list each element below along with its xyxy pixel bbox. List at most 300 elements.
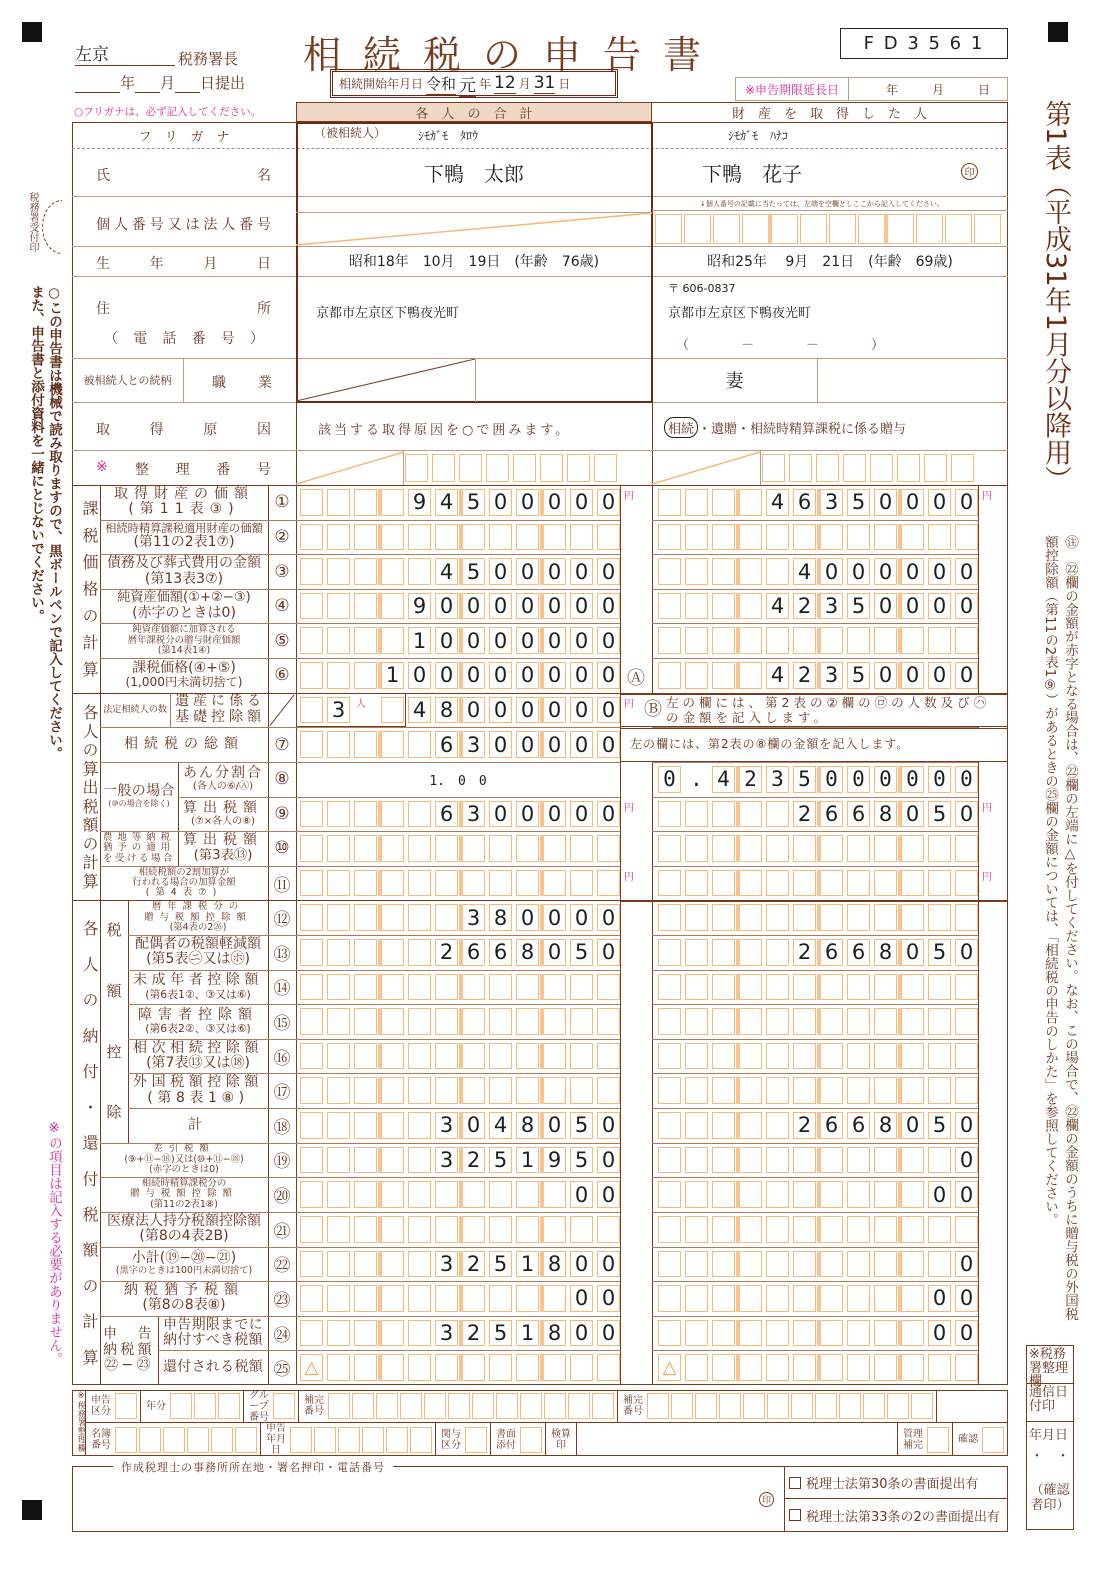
digit-box[interactable]	[354, 1077, 377, 1104]
digit-box[interactable]	[712, 1147, 735, 1174]
digit-box[interactable]	[901, 974, 924, 1001]
digit-box[interactable]	[793, 1320, 816, 1347]
digit-box[interactable]	[658, 524, 681, 551]
digit-box[interactable]	[327, 1008, 350, 1035]
digit-box[interactable]	[381, 1043, 404, 1070]
digit-box[interactable]	[712, 835, 735, 862]
digit-box[interactable]	[381, 1216, 404, 1243]
digit-box[interactable]	[820, 1354, 843, 1381]
digit-box[interactable]	[874, 1251, 897, 1278]
digit-box[interactable]	[543, 870, 566, 897]
digit-box[interactable]	[820, 1320, 843, 1347]
digit-box[interactable]	[381, 558, 404, 585]
digit-box[interactable]	[327, 1251, 350, 1278]
digit-box[interactable]	[901, 835, 924, 862]
digit-box[interactable]	[381, 697, 404, 724]
digit-box[interactable]	[766, 870, 789, 897]
digit-box[interactable]	[408, 904, 431, 931]
heir-name[interactable]: 下鴨 花子	[702, 161, 802, 186]
digit-box[interactable]	[901, 904, 924, 931]
office-field[interactable]	[141, 1390, 244, 1422]
office-field[interactable]	[86, 1423, 261, 1456]
digit-box[interactable]	[685, 904, 708, 931]
office-field[interactable]	[618, 1390, 937, 1422]
digit-box[interactable]	[435, 974, 458, 1001]
office-digit-box[interactable]	[424, 1393, 446, 1419]
digit-box[interactable]	[435, 524, 458, 551]
office-digit-box[interactable]	[376, 1393, 398, 1419]
digit-box[interactable]	[874, 1147, 897, 1174]
digit-box[interactable]	[820, 1181, 843, 1208]
digit-box[interactable]	[489, 524, 512, 551]
digit-box[interactable]	[327, 1181, 350, 1208]
digit-box[interactable]	[793, 904, 816, 931]
digit-box[interactable]	[793, 1285, 816, 1312]
digit-box[interactable]	[327, 627, 350, 654]
digit-box[interactable]	[874, 835, 897, 862]
heir-postal-code[interactable]: 〒 606-0837	[668, 282, 736, 295]
digit-box[interactable]	[381, 1251, 404, 1278]
digit-box[interactable]	[354, 1008, 377, 1035]
digit-box[interactable]	[570, 1008, 593, 1035]
digit-box[interactable]	[354, 1147, 377, 1174]
digit-box[interactable]	[543, 1043, 566, 1070]
digit-box[interactable]	[327, 731, 350, 758]
digit-box[interactable]	[462, 1008, 485, 1035]
digit-box[interactable]	[766, 974, 789, 1001]
digit-box[interactable]	[820, 904, 843, 931]
digit-box[interactable]	[658, 558, 681, 585]
office-digit-box[interactable]	[544, 1393, 566, 1419]
digit-box[interactable]	[300, 558, 323, 585]
digit-box[interactable]	[435, 1216, 458, 1243]
digit-box[interactable]	[354, 1285, 377, 1312]
digit-box[interactable]	[435, 904, 458, 931]
digit-box[interactable]	[408, 1147, 431, 1174]
digit-box[interactable]	[327, 1216, 350, 1243]
digit-box[interactable]	[300, 801, 323, 828]
digit-box[interactable]	[874, 1320, 897, 1347]
digit-box[interactable]	[793, 627, 816, 654]
digit-box[interactable]	[928, 1216, 951, 1243]
digit-box[interactable]	[327, 1112, 350, 1139]
office-digit-box[interactable]	[743, 1393, 765, 1419]
digit-box[interactable]	[570, 524, 593, 551]
digit-box[interactable]	[766, 1354, 789, 1381]
digit-box[interactable]	[928, 835, 951, 862]
digit-box[interactable]	[847, 524, 870, 551]
office-digit-box[interactable]	[671, 1393, 693, 1419]
digit-box[interactable]	[901, 627, 924, 654]
digit-box[interactable]	[739, 1181, 762, 1208]
office-digit-box[interactable]	[472, 1393, 494, 1419]
digit-box[interactable]	[820, 1008, 843, 1035]
digit-box[interactable]	[901, 524, 924, 551]
digit-box[interactable]	[685, 1285, 708, 1312]
office-digit-box[interactable]	[568, 1393, 590, 1419]
digit-box[interactable]	[739, 593, 762, 620]
digit-box[interactable]	[354, 1043, 377, 1070]
digit-box[interactable]	[820, 1216, 843, 1243]
digit-box[interactable]	[739, 1043, 762, 1070]
digit-box[interactable]	[354, 627, 377, 654]
digit-box[interactable]	[712, 1112, 735, 1139]
digit-box[interactable]	[712, 1181, 735, 1208]
digit-box[interactable]	[712, 870, 735, 897]
digit-box[interactable]	[300, 974, 323, 1001]
digit-box[interactable]	[739, 801, 762, 828]
digit-box[interactable]	[820, 627, 843, 654]
digit-box[interactable]	[928, 870, 951, 897]
digit-box[interactable]	[658, 974, 681, 1001]
digit-box[interactable]	[928, 1147, 951, 1174]
digit-box[interactable]	[597, 835, 620, 862]
digit-box[interactable]	[712, 1251, 735, 1278]
digit-box[interactable]	[874, 627, 897, 654]
heir-address[interactable]: 京都市左京区下鴨夜光町	[668, 306, 812, 321]
digit-box[interactable]	[327, 1043, 350, 1070]
digit-box[interactable]	[489, 870, 512, 897]
digit-box[interactable]	[300, 662, 323, 689]
digit-box[interactable]	[327, 558, 350, 585]
digit-box[interactable]	[543, 1354, 566, 1381]
digit-box[interactable]	[658, 835, 681, 862]
digit-box[interactable]	[766, 1043, 789, 1070]
digit-box[interactable]	[766, 801, 789, 828]
digit-box[interactable]	[408, 870, 431, 897]
digit-box[interactable]	[793, 974, 816, 1001]
digit-box[interactable]	[658, 627, 681, 654]
digit-box[interactable]	[712, 1008, 735, 1035]
digit-box[interactable]	[381, 1077, 404, 1104]
digit-box[interactable]	[462, 1181, 485, 1208]
office-digit-box[interactable]	[328, 1393, 350, 1419]
digit-box[interactable]	[901, 1043, 924, 1070]
digit-box[interactable]	[847, 835, 870, 862]
digit-box[interactable]	[685, 1181, 708, 1208]
digit-box[interactable]	[820, 870, 843, 897]
digit-box[interactable]	[327, 1077, 350, 1104]
digit-box[interactable]	[354, 731, 377, 758]
digit-box[interactable]	[820, 524, 843, 551]
office-digit-box[interactable]	[362, 1427, 384, 1453]
office-digit-box[interactable]	[982, 1427, 1004, 1453]
digit-box[interactable]	[300, 489, 323, 516]
digit-box[interactable]	[300, 1216, 323, 1243]
digit-box[interactable]	[766, 835, 789, 862]
digit-box[interactable]	[381, 1181, 404, 1208]
digit-box[interactable]	[300, 1320, 323, 1347]
digit-box[interactable]	[381, 627, 404, 654]
office-digit-box[interactable]	[211, 1427, 233, 1453]
digit-box[interactable]	[793, 1354, 816, 1381]
digit-box[interactable]	[435, 1181, 458, 1208]
digit-box[interactable]	[712, 904, 735, 931]
digit-box[interactable]	[901, 1216, 924, 1243]
digit-box[interactable]	[955, 1077, 978, 1104]
digit-box[interactable]	[739, 939, 762, 966]
digit-box[interactable]	[739, 1112, 762, 1139]
digit-box[interactable]	[712, 1043, 735, 1070]
digit-box[interactable]	[793, 1077, 816, 1104]
digit-box[interactable]	[300, 731, 323, 758]
digit-box[interactable]	[597, 1043, 620, 1070]
office-digit-box[interactable]	[163, 1427, 185, 1453]
digit-box[interactable]	[381, 524, 404, 551]
digit-box[interactable]	[955, 1043, 978, 1070]
office-digit-box[interactable]	[218, 1393, 240, 1419]
digit-box[interactable]	[955, 1354, 978, 1381]
heir-phone[interactable]: （ － － ）	[676, 338, 885, 353]
digit-box[interactable]	[685, 558, 708, 585]
digit-box[interactable]	[793, 835, 816, 862]
article-33-checkbox-row[interactable]	[785, 1499, 1008, 1531]
digit-box[interactable]	[739, 558, 762, 585]
digit-box[interactable]	[381, 1147, 404, 1174]
office-digit-box[interactable]	[520, 1427, 542, 1453]
digit-box[interactable]	[327, 870, 350, 897]
digit-box[interactable]	[874, 1043, 897, 1070]
office-field[interactable]	[953, 1423, 1008, 1456]
digit-box[interactable]	[462, 524, 485, 551]
checkbox[interactable]	[789, 1477, 801, 1489]
digit-box[interactable]	[739, 1077, 762, 1104]
digit-box[interactable]	[685, 1320, 708, 1347]
digit-box[interactable]	[712, 1354, 735, 1381]
digit-box[interactable]	[381, 939, 404, 966]
office-digit-box[interactable]	[410, 1427, 432, 1453]
digit-box[interactable]	[354, 1112, 377, 1139]
digit-box[interactable]	[793, 1147, 816, 1174]
digit-box[interactable]	[300, 904, 323, 931]
digit-box[interactable]	[408, 1216, 431, 1243]
digit-box[interactable]	[793, 1181, 816, 1208]
digit-box[interactable]	[489, 974, 512, 1001]
digit-box[interactable]	[847, 1147, 870, 1174]
digit-box[interactable]	[739, 835, 762, 862]
digit-box[interactable]	[658, 489, 681, 516]
digit-box[interactable]	[408, 524, 431, 551]
digit-box[interactable]	[820, 835, 843, 862]
office-digit-box[interactable]	[115, 1427, 137, 1453]
digit-box[interactable]	[408, 1354, 431, 1381]
digit-box[interactable]	[354, 1251, 377, 1278]
digit-box[interactable]	[928, 1008, 951, 1035]
office-digit-box[interactable]	[791, 1393, 813, 1419]
digit-box[interactable]	[874, 1354, 897, 1381]
digit-box[interactable]	[793, 524, 816, 551]
digit-box[interactable]	[739, 627, 762, 654]
digit-box[interactable]	[462, 835, 485, 862]
office-digit-box[interactable]	[592, 1393, 614, 1419]
digit-box[interactable]	[516, 1354, 539, 1381]
office-digit-box[interactable]	[448, 1393, 470, 1419]
office-digit-box[interactable]	[400, 1393, 422, 1419]
decedent-furigana[interactable]: ｼﾓｶﾞﾓ ﾀﾛｳ	[418, 129, 479, 143]
digit-box[interactable]	[597, 1216, 620, 1243]
office-field[interactable]	[299, 1390, 618, 1422]
digit-box[interactable]	[847, 1251, 870, 1278]
digit-box[interactable]	[847, 1043, 870, 1070]
digit-box[interactable]	[327, 835, 350, 862]
digit-box[interactable]	[685, 870, 708, 897]
digit-box[interactable]	[300, 1147, 323, 1174]
digit-box[interactable]	[658, 1285, 681, 1312]
digit-box[interactable]	[327, 939, 350, 966]
office-digit-box[interactable]	[273, 1393, 295, 1419]
digit-box[interactable]	[685, 1216, 708, 1243]
digit-box[interactable]	[354, 835, 377, 862]
digit-box[interactable]	[462, 1285, 485, 1312]
digit-box[interactable]	[739, 870, 762, 897]
digit-box[interactable]	[739, 1147, 762, 1174]
digit-box[interactable]	[712, 939, 735, 966]
digit-box[interactable]	[408, 1077, 431, 1104]
digit-box[interactable]	[381, 1112, 404, 1139]
office-digit-box[interactable]	[352, 1393, 374, 1419]
digit-box[interactable]	[543, 1216, 566, 1243]
digit-box[interactable]	[381, 1285, 404, 1312]
digit-box[interactable]	[685, 974, 708, 1001]
digit-box[interactable]	[955, 904, 978, 931]
digit-box[interactable]	[766, 524, 789, 551]
digit-box[interactable]	[300, 627, 323, 654]
office-digit-box[interactable]	[767, 1393, 789, 1419]
office-digit-box[interactable]	[187, 1427, 209, 1453]
digit-box[interactable]	[685, 489, 708, 516]
digit-box[interactable]	[658, 801, 681, 828]
digit-box[interactable]	[658, 870, 681, 897]
digit-box[interactable]	[300, 1112, 323, 1139]
digit-box[interactable]	[597, 974, 620, 1001]
digit-box[interactable]	[685, 1147, 708, 1174]
office-digit-box[interactable]	[496, 1393, 518, 1419]
digit-box[interactable]	[408, 1112, 431, 1139]
digit-box[interactable]	[489, 1077, 512, 1104]
digit-box[interactable]	[300, 1077, 323, 1104]
digit-box[interactable]	[712, 1216, 735, 1243]
digit-box[interactable]	[820, 1043, 843, 1070]
digit-box[interactable]	[570, 1354, 593, 1381]
digit-box[interactable]	[408, 1008, 431, 1035]
digit-box[interactable]	[408, 974, 431, 1001]
digit-box[interactable]	[712, 974, 735, 1001]
digit-box[interactable]	[874, 1181, 897, 1208]
office-digit-box[interactable]	[290, 1427, 312, 1453]
heir-count[interactable]: 3	[331, 697, 346, 722]
digit-box[interactable]	[327, 1320, 350, 1347]
digit-box[interactable]	[354, 524, 377, 551]
digit-box[interactable]	[408, 1320, 431, 1347]
digit-box[interactable]	[847, 974, 870, 1001]
digit-box[interactable]	[685, 593, 708, 620]
digit-box[interactable]	[435, 835, 458, 862]
digit-box[interactable]	[874, 1077, 897, 1104]
digit-box[interactable]	[516, 1008, 539, 1035]
digit-box[interactable]	[543, 1008, 566, 1035]
decedent-name[interactable]: 下鴨 太郎	[424, 161, 524, 186]
digit-box[interactable]	[820, 1251, 843, 1278]
digit-box[interactable]	[408, 1251, 431, 1278]
digit-box[interactable]	[597, 1077, 620, 1104]
office-digit-box[interactable]	[719, 1393, 741, 1419]
digit-box[interactable]	[766, 939, 789, 966]
digit-box[interactable]	[901, 1251, 924, 1278]
digit-box[interactable]	[381, 593, 404, 620]
digit-box[interactable]	[516, 1077, 539, 1104]
digit-box[interactable]	[489, 1216, 512, 1243]
digit-box[interactable]	[658, 1216, 681, 1243]
digit-box[interactable]	[658, 904, 681, 931]
digit-box[interactable]	[955, 1008, 978, 1035]
digit-box[interactable]	[766, 904, 789, 931]
digit-box[interactable]	[435, 870, 458, 897]
digit-box[interactable]	[712, 524, 735, 551]
digit-box[interactable]	[300, 593, 323, 620]
digit-box[interactable]	[658, 662, 681, 689]
digit-box[interactable]	[435, 1043, 458, 1070]
office-field[interactable]	[244, 1390, 299, 1422]
decedent-birthdate[interactable]: 昭和18年 10月 19日 (年齢 76歳)	[348, 254, 600, 270]
digit-box[interactable]	[658, 939, 681, 966]
digit-box[interactable]	[874, 1008, 897, 1035]
digit-box[interactable]	[354, 1181, 377, 1208]
office-digit-box[interactable]	[815, 1393, 837, 1419]
digit-box[interactable]	[901, 1008, 924, 1035]
digit-box[interactable]	[543, 1285, 566, 1312]
office-digit-box[interactable]	[235, 1427, 257, 1453]
office-digit-box[interactable]	[314, 1427, 336, 1453]
digit-box[interactable]	[793, 1251, 816, 1278]
digit-box[interactable]	[739, 1354, 762, 1381]
digit-box[interactable]	[847, 1077, 870, 1104]
digit-box[interactable]	[327, 593, 350, 620]
digit-box[interactable]	[354, 801, 377, 828]
digit-box[interactable]	[874, 1285, 897, 1312]
digit-box[interactable]	[462, 1077, 485, 1104]
digit-box[interactable]	[847, 1285, 870, 1312]
digit-box[interactable]	[685, 1112, 708, 1139]
digit-box[interactable]	[354, 1354, 377, 1381]
digit-box[interactable]	[928, 627, 951, 654]
digit-box[interactable]	[570, 835, 593, 862]
digit-box[interactable]	[928, 1077, 951, 1104]
digit-box[interactable]	[327, 489, 350, 516]
digit-box[interactable]	[489, 835, 512, 862]
digit-box[interactable]	[847, 1181, 870, 1208]
digit-box[interactable]	[712, 1077, 735, 1104]
digit-box[interactable]	[739, 489, 762, 516]
digit-box[interactable]	[516, 870, 539, 897]
digit-box[interactable]	[597, 1008, 620, 1035]
digit-box[interactable]	[766, 1320, 789, 1347]
digit-box[interactable]	[327, 801, 350, 828]
digit-box[interactable]	[739, 1320, 762, 1347]
digit-box[interactable]	[354, 662, 377, 689]
digit-box[interactable]	[685, 1251, 708, 1278]
digit-box[interactable]	[516, 1216, 539, 1243]
digit-box[interactable]	[955, 524, 978, 551]
digit-box[interactable]	[516, 1181, 539, 1208]
office-digit-box[interactable]	[695, 1393, 717, 1419]
digit-box[interactable]	[928, 1354, 951, 1381]
checkbox[interactable]	[789, 1509, 801, 1521]
digit-box[interactable]	[462, 974, 485, 1001]
digit-box[interactable]	[462, 870, 485, 897]
digit-box[interactable]	[658, 1147, 681, 1174]
digit-box[interactable]	[543, 1181, 566, 1208]
digit-box[interactable]	[543, 974, 566, 1001]
